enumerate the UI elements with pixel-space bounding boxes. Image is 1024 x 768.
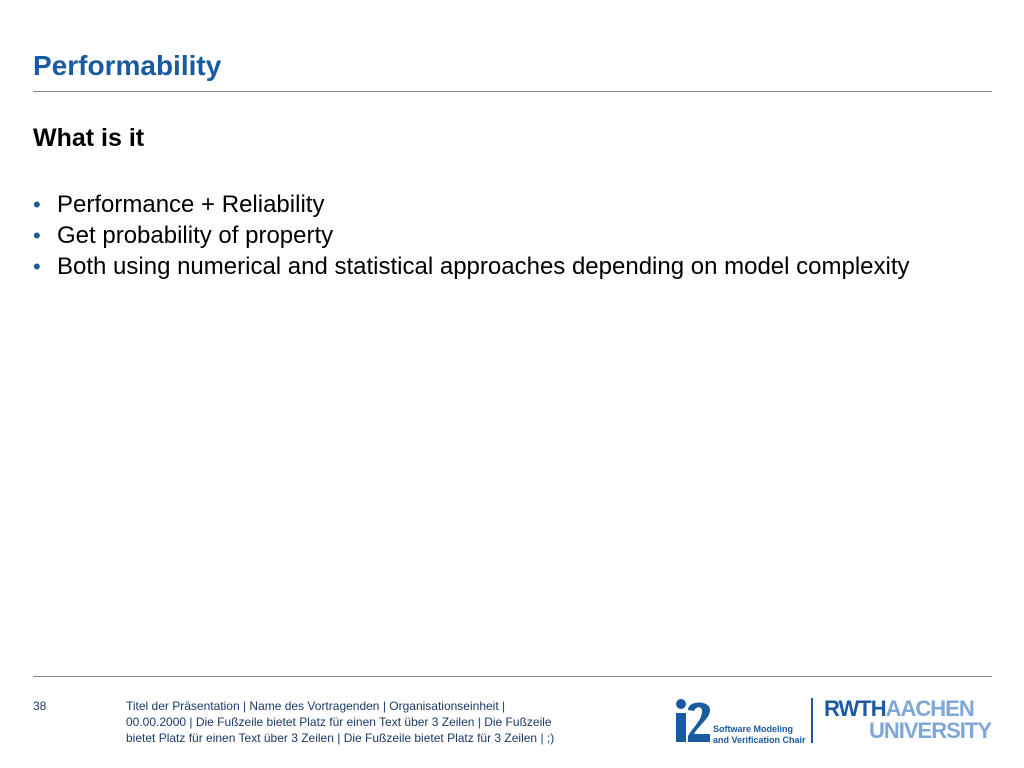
bullet-text: Performance + Reliability [57, 191, 325, 218]
footer-divider [33, 676, 992, 677]
bullet-icon: • [33, 192, 41, 217]
rwth-logo-line2: UNIVERSITY [869, 718, 992, 743]
footer-text [126, 698, 606, 746]
rwth-logo-dark: RWTH [824, 696, 886, 721]
i2-logo-icon [672, 696, 712, 744]
footer-line: 00.00.2000 | Die Fußzeile bietet Platz für einen Text über 3 Zeilen | Die Fußzeile [126, 715, 552, 729]
logo-divider [811, 698, 813, 743]
bullet-list [33, 189, 910, 282]
bullet-text: Both using numerical and statistical approaches depending on model complexity [57, 253, 910, 280]
bullet-text: Get probability of property [57, 222, 334, 249]
bullet-item [33, 189, 910, 220]
chair-name [713, 724, 806, 746]
chair-name-line: and Verification Chair [713, 735, 806, 745]
bullet-item [33, 251, 910, 282]
bullet-icon: • [33, 223, 41, 248]
rwth-logo-line1 [824, 698, 991, 720]
bullet-icon: • [33, 254, 41, 279]
chair-name-line: Software Modeling [713, 724, 794, 734]
rwth-logo-light: AACHEN [885, 696, 974, 721]
title-divider [33, 91, 992, 92]
bullet-item [33, 220, 910, 251]
page-number: 38 [33, 699, 47, 713]
slide-title: Performability [33, 50, 222, 81]
section-heading: What is it [33, 124, 145, 152]
footer-line: bietet Platz für einen Text über 3 Zeilen | Die Fußzeile bietet Platz für 3 Zeilen | ;) [126, 731, 555, 745]
rwth-aachen-logo [824, 698, 991, 742]
footer-line: Titel der Präsentation | Name des Vortragenden | Organisationseinheit | [126, 699, 506, 713]
